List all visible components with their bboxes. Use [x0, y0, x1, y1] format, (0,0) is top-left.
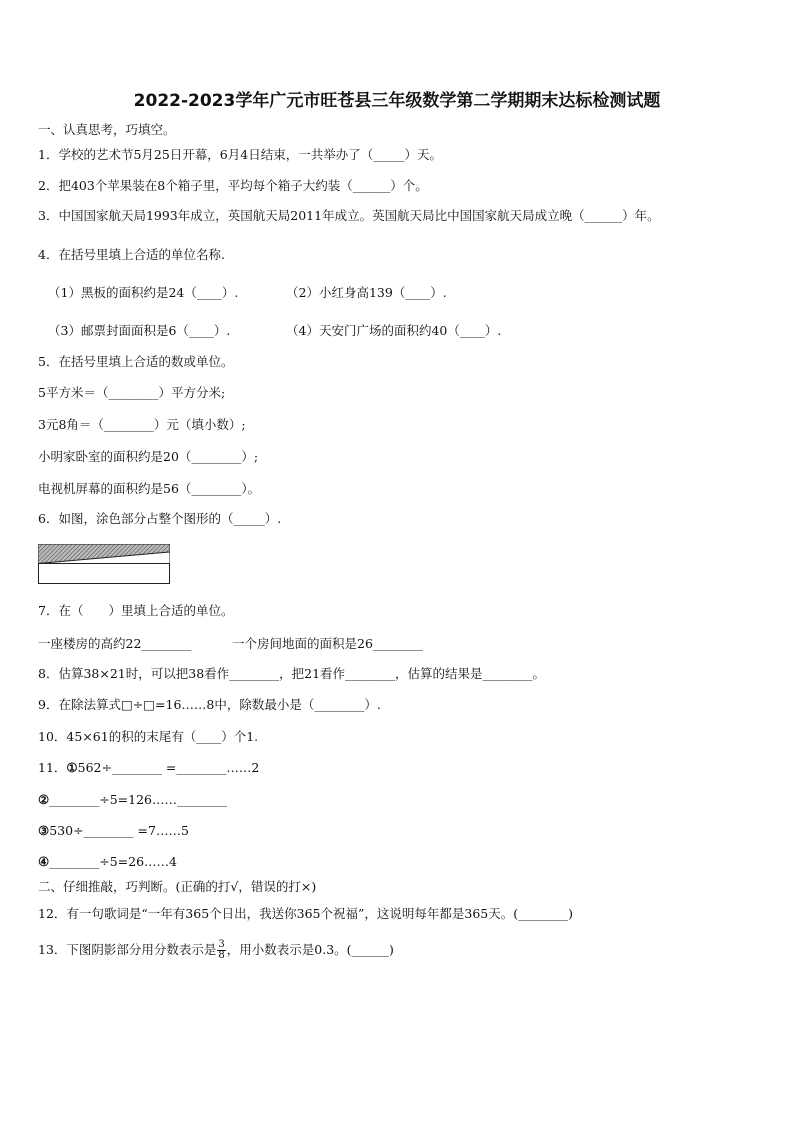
- question-13-text-a: 13．下图阴影部分用分数表示是: [38, 942, 217, 957]
- question-3: 3．中国国家航天局1993年成立，英国航天局2011年成立。英国航天局比中国国家航天局成立晚（______）年。: [38, 208, 660, 223]
- fraction-numerator: 3: [218, 939, 225, 950]
- question-5-item-2: 3元8角＝（________）元（填小数）;: [38, 417, 246, 432]
- question-5-item-4: 电视机屏幕的面积约是56（________）。: [38, 481, 261, 496]
- question-12: 12．有一句歌词是“一年有365个日出，我送你365个祝福”，这说明每年都是365天。(________): [38, 906, 574, 921]
- section-1-heading: 一、认真思考，巧填空。: [38, 122, 176, 137]
- question-4-part-1: （1）黑板的面积约是24（____）.: [48, 285, 239, 300]
- question-11-row-3: [38, 822, 189, 840]
- question-7-item-1: 一座楼房的高约22________: [38, 636, 192, 651]
- question-1: 1．学校的艺术节5月25日开幕，6月4日结束，一共举办了（_____）天。: [38, 147, 442, 162]
- section-2-heading: 二、仔细推敲，巧判断。(正确的打√，错误的打×): [38, 879, 317, 894]
- circled-3: ③: [38, 823, 50, 838]
- question-11-number: 11．: [38, 760, 67, 775]
- question-11-row-4: [38, 853, 177, 871]
- question-5-item-1: 5平方米＝（________）平方分米;: [38, 385, 226, 400]
- question-2: 2．把403个苹果装在8个箱子里，平均每个箱子大约装（______）个。: [38, 178, 428, 193]
- question-9: 9．在除法算式□÷□=16……8中，除数最小是（________）.: [38, 697, 381, 712]
- shaded-rectangle-figure: [38, 544, 170, 584]
- question-13: [38, 940, 394, 961]
- fraction-denominator: 8: [218, 950, 225, 961]
- question-6: 6．如图，涂色部分占整个图形的（_____）.: [38, 511, 282, 526]
- question-4-part-4: （4）天安门广场的面积约40（____）.: [286, 323, 502, 338]
- question-13-text-b: ，用小数表示是0.3。(______): [226, 942, 394, 957]
- question-11-item-3: 530÷________ =7……5: [49, 823, 189, 838]
- question-11-row-2: [38, 791, 227, 809]
- fraction: [217, 940, 225, 961]
- circled-2: ②: [38, 792, 50, 807]
- question-11: [38, 759, 259, 777]
- question-7: 7．在（ ）里填上合适的单位。: [38, 603, 234, 618]
- question-11-item-1: 562÷________ =________……2: [77, 760, 260, 775]
- question-10: 10．45×61的积的末尾有（____）个1.: [38, 729, 259, 744]
- circled-1: ①: [66, 760, 78, 775]
- question-4-part-2: （2）小红身高139（____）.: [286, 285, 447, 300]
- question-5-item-3: 小明家卧室的面积约是20（________）;: [38, 449, 259, 464]
- question-4: 4．在括号里填上合适的单位名称.: [38, 247, 225, 262]
- question-5: 5．在括号里填上合适的数或单位。: [38, 354, 234, 369]
- question-7-item-2: 一个房间地面的面积是26________: [232, 636, 423, 651]
- question-8: 8．估算38×21时，可以把38看作________，把21看作________，估算的结果是________。: [38, 666, 546, 681]
- circled-4: ④: [38, 854, 50, 869]
- question-11-item-2: ________÷5=126……________: [49, 792, 227, 807]
- page-title: 2022-2023学年广元市旺苍县三年级数学第二学期期末达标检测试题: [133, 91, 661, 111]
- question-4-part-3: （3）邮票封面面积是6（____）.: [48, 323, 231, 338]
- question-11-item-4: ________÷5=26……4: [49, 854, 177, 869]
